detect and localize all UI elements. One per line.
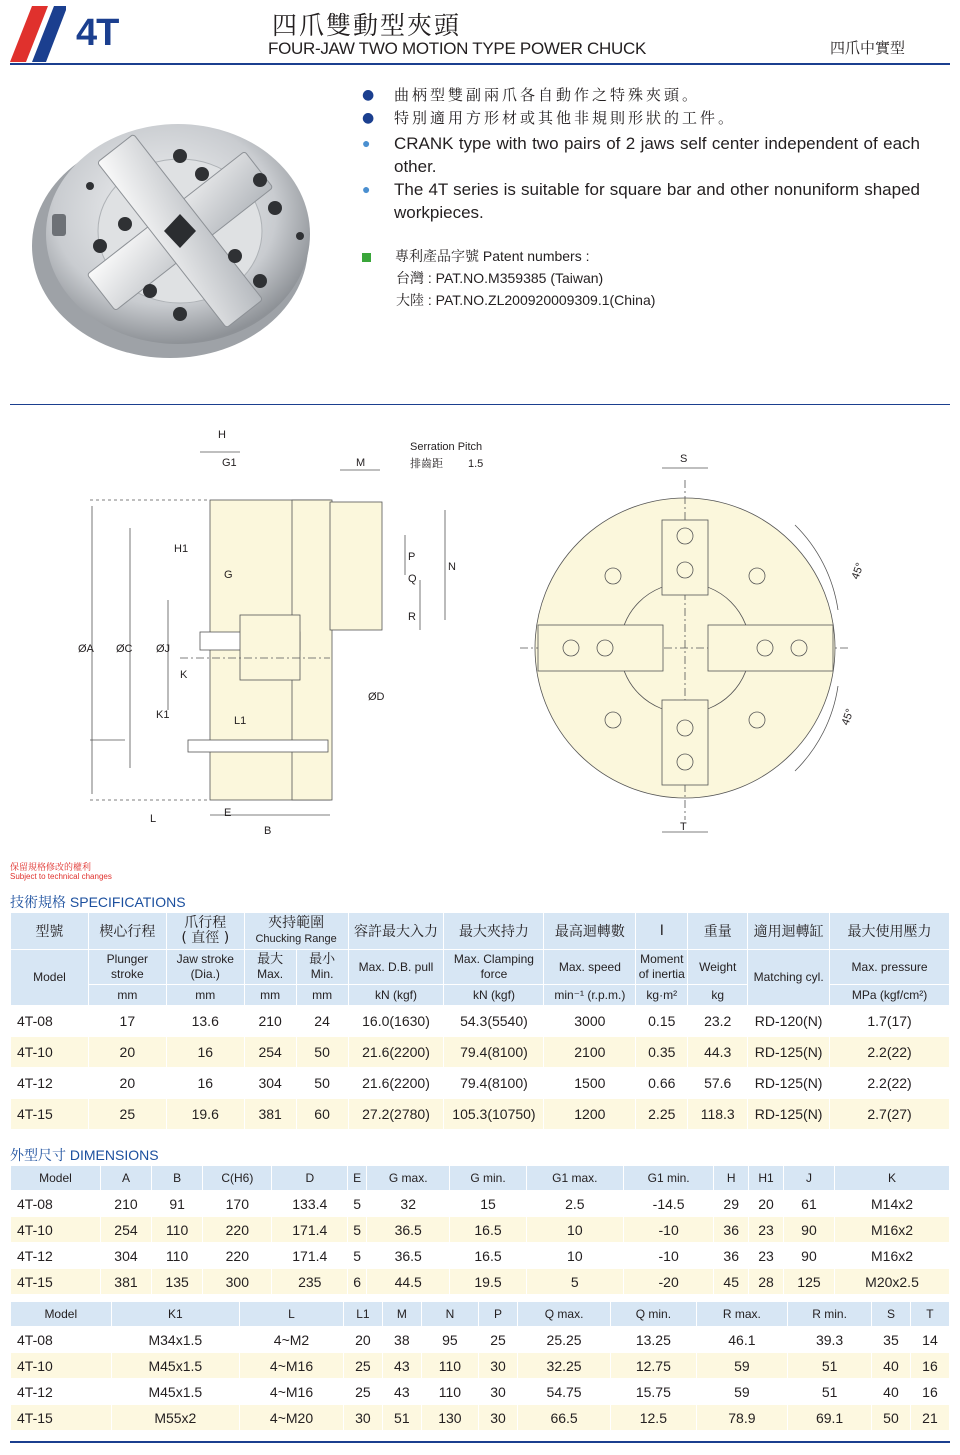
spec-unit: min⁻¹ (r.p.m.) [544, 985, 636, 1006]
spec-unit: mm [166, 985, 244, 1006]
note-en: Subject to technical changes [10, 872, 112, 881]
svg-text:H1: H1 [174, 543, 189, 555]
spec-unit: kg·m² [636, 985, 688, 1006]
spec-body [11, 1006, 950, 1130]
svg-text:ØC: ØC [116, 643, 133, 655]
table-header-row: Model K1 L L1 M N P Q max. Q min. R max. R min. S T [11, 1302, 950, 1327]
patent-block [362, 245, 655, 311]
bullet-icon: ● [362, 181, 371, 197]
bullet-icon: ● [362, 135, 371, 151]
dims-table-2 [10, 1301, 950, 1431]
spec-head: 夾持範圍 Chucking Range [244, 913, 348, 950]
spec-head: I [636, 913, 688, 950]
page-title-zh: 四爪雙動型夾頭 [272, 11, 462, 40]
svg-text:G1: G1 [222, 457, 237, 469]
feature-item: ● 曲柄型雙副兩爪各自動作之特殊夾頭。 [360, 84, 920, 107]
feature-item: ● The 4T series is suitable for square bar and other nonuniform shaped workpieces. [362, 180, 920, 222]
table-row: 4T-15 M55x2 4~M20 30 51 130 30 66.5 12.5 78.9 69.1 50 21 [11, 1405, 950, 1431]
brand-logo-mark [10, 6, 66, 62]
square-bullet-icon [362, 253, 371, 262]
svg-text:45°: 45° [849, 561, 867, 582]
spec-head: 最高迴轉數 [544, 913, 636, 950]
front-view [520, 468, 850, 832]
spec-head: 爪行程 ( 直徑 ) [166, 913, 244, 950]
table-row: 4T-08 17 13.6 210 24 16.0(1630) 54.3(5540) 3000 0.15 23.2 RD-120(N) 1.7(17) [11, 1006, 950, 1037]
spec-unit: kN (kgf) [348, 985, 444, 1006]
table-row: 4T-12 M45x1.5 4~M16 25 43 110 30 54.75 15.75 59 51 40 16 [11, 1379, 950, 1405]
svg-text:H: H [218, 429, 226, 441]
patent-china: 大陸 : PAT.NO.ZL200920009309.1(China) [396, 292, 656, 308]
spec-unit: kN (kgf) [444, 985, 544, 1006]
table-row: 4T-10 20 16 254 50 21.6(2200) 79.4(8100) 2100 0.35 44.3 RD-125(N) 2.2(22) [11, 1037, 950, 1068]
svg-text:L: L [150, 813, 157, 825]
spec-head: Jaw stroke (Dia.) [166, 950, 244, 985]
spec-unit: mm [244, 985, 296, 1006]
spec-head: Model [11, 950, 89, 1006]
spec-head: 型號 [11, 913, 89, 950]
svg-text:E: E [224, 807, 232, 819]
spec-head: 適用迴轉缸 [748, 913, 830, 950]
bullet-icon: ● [362, 87, 378, 103]
table-row: 4T-12 20 16 304 50 21.6(2200) 79.4(8100) 1500 0.66 57.6 RD-125(N) 2.2(22) [11, 1068, 950, 1099]
svg-text:1.5: 1.5 [468, 458, 484, 470]
spec-head: Max. Clamping force [444, 950, 544, 985]
type-tag: 四爪中實型 [830, 39, 906, 57]
table-row: 4T-10 M45x1.5 4~M16 25 43 110 30 32.25 12.75 59 51 40 16 [11, 1353, 950, 1379]
footer-divider [10, 1441, 950, 1443]
spec-head: 最大夾持力 [444, 913, 544, 950]
table-row: 4T-15 25 19.6 381 60 27.2(2780) 105.3(10750) 1200 2.25 118.3 RD-125(N) 2.7(27) [11, 1099, 950, 1130]
svg-text:K: K [180, 669, 188, 681]
feature-item: ● 特別適用方形材或其他非規則形狀的工件。 [360, 107, 920, 130]
svg-text:P: P [408, 551, 416, 563]
svg-text:G: G [224, 569, 233, 581]
svg-text:排齒距: 排齒距 [410, 458, 443, 470]
svg-text:T: T [680, 821, 687, 833]
spec-head: 最大使用壓力 [830, 913, 950, 950]
svg-text:ØA: ØA [78, 643, 94, 655]
svg-text:M: M [356, 457, 366, 469]
svg-text:Q: Q [408, 573, 417, 585]
svg-text:ØD: ØD [368, 691, 385, 703]
spec-head: Max. pressure [830, 950, 950, 985]
spec-unit: mm [88, 985, 166, 1006]
bullet-icon: ● [362, 110, 378, 126]
spec-head: Max. speed [544, 950, 636, 985]
svg-text:K1: K1 [156, 709, 170, 721]
feature-list [360, 84, 920, 224]
table-header-row: Model A B C(H6) D E G max. G min. G1 max. G1 min. H H1 J K [11, 1166, 950, 1191]
table-row: 4T-10 254 110 220 171.4 5 36.5 16.5 10 -10 36 23 90 M16x2 [11, 1217, 950, 1243]
svg-text:R: R [408, 611, 416, 623]
page-title-en: FOUR-JAW TWO MOTION TYPE POWER CHUCK [268, 39, 646, 58]
table-row: 4T-15 381 135 300 235 6 44.5 19.5 5 -20 45 28 125 M20x2.5 [11, 1269, 950, 1295]
svg-text:S: S [680, 453, 688, 465]
note-zh: 保留規格修改的權利 [10, 862, 92, 872]
spec-head: Weight [688, 950, 748, 985]
spec-head: 楔心行程 [88, 913, 166, 950]
specs-table [10, 912, 950, 1130]
dims-table-1 [10, 1165, 950, 1295]
header-divider [10, 63, 950, 65]
model-code: 4T [76, 12, 119, 54]
svg-text:Serration Pitch: Serration Pitch [410, 441, 483, 453]
spec-unit: MPa (kgf/cm²) [830, 985, 950, 1006]
patent-taiwan: 台灣 : PAT.NO.M359385 (Taiwan) [396, 270, 604, 286]
svg-text:B: B [264, 825, 272, 837]
svg-text:L1: L1 [234, 715, 247, 727]
table-row: 4T-08 210 91 170 133.4 5 32 15 2.5 -14.5 29 20 61 M14x2 [11, 1191, 950, 1217]
section-divider [10, 404, 950, 405]
svg-text:ØJ: ØJ [156, 643, 171, 655]
spec-head: Plunger stroke [88, 950, 166, 985]
spec-unit: kg [688, 985, 748, 1006]
side-view [90, 452, 445, 815]
spec-head: Matching cyl. [748, 950, 830, 1006]
technical-drawing [0, 410, 960, 850]
svg-text:45°: 45° [839, 707, 857, 728]
spec-head: Max. D.B. pull [348, 950, 444, 985]
spec-head: 重量 [688, 913, 748, 950]
svg-text:N: N [448, 561, 456, 573]
feature-item: ● CRANK type with two pairs of 2 jaws self center independent of each other. [362, 134, 920, 176]
product-photo [30, 96, 330, 366]
spec-head: 最大 Max. [244, 950, 296, 985]
spec-head: 容許最大入力 [348, 913, 444, 950]
spec-unit: mm [296, 985, 348, 1006]
spec-head: Moment of inertia [636, 950, 688, 985]
table-row: 4T-08 M34x1.5 4~M2 20 38 95 25 25.25 13.25 46.1 39.3 35 14 [11, 1327, 950, 1353]
dims-title: 外型尺寸 DIMENSIONS [10, 1147, 159, 1163]
spec-head: 最小 Min. [296, 950, 348, 985]
patent-heading: 專利產品字號 Patent numbers : [395, 248, 590, 264]
table-row: 4T-12 304 110 220 171.4 5 36.5 16.5 10 -10 36 23 90 M16x2 [11, 1243, 950, 1269]
specs-title: 技術規格 SPECIFICATIONS [10, 894, 186, 910]
